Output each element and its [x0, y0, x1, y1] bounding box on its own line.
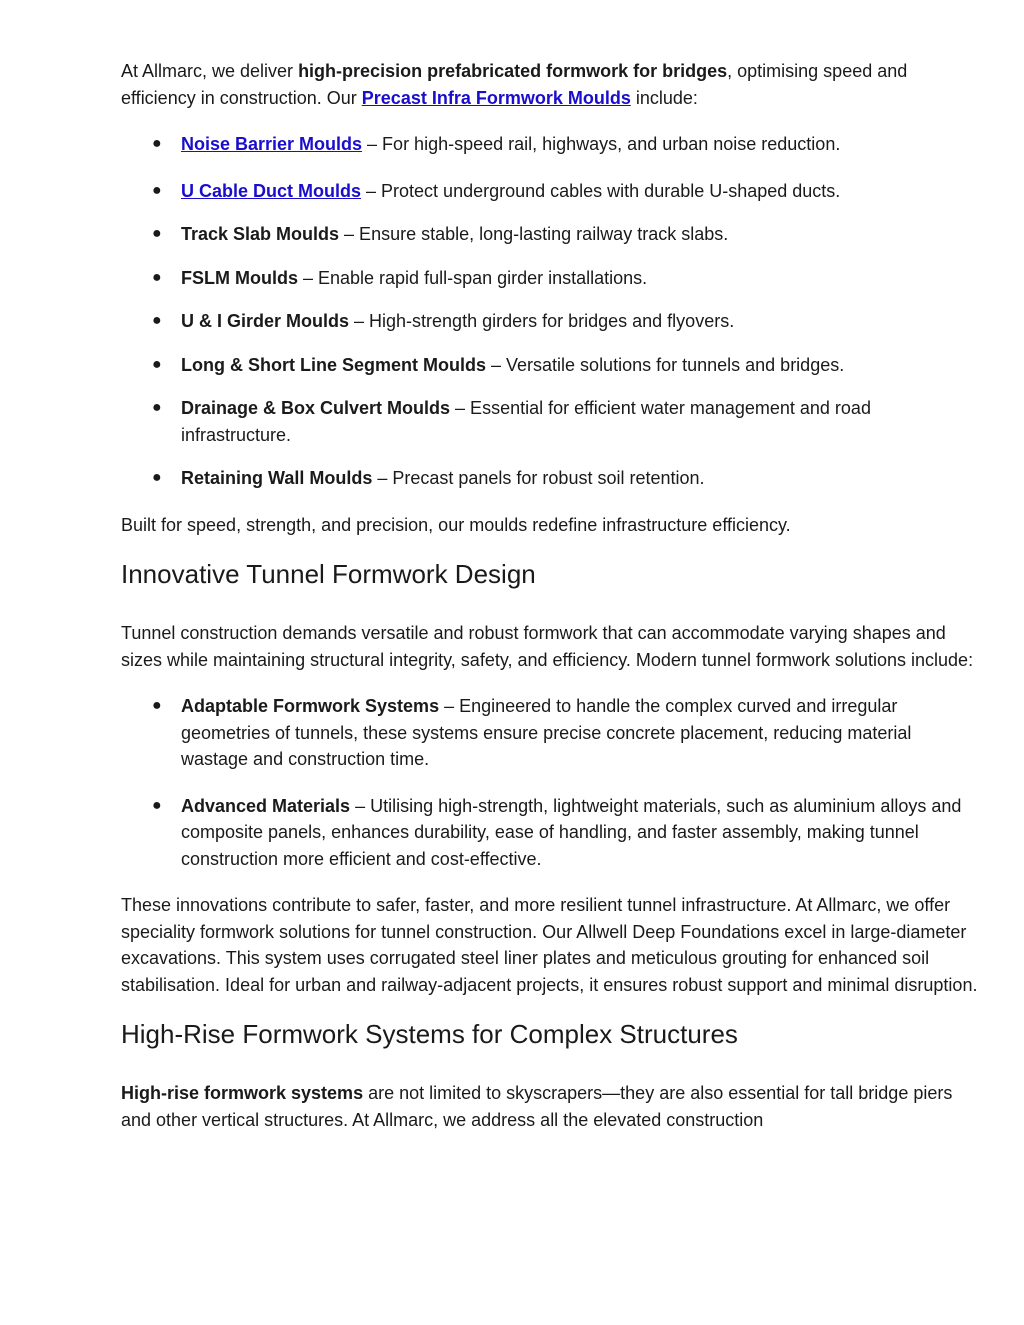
list-item [121, 265, 981, 292]
intro-bold: high-precision prefabricated formwork for bridges [298, 61, 728, 81]
intro-text: At Allmarc, we deliver [121, 61, 299, 81]
list-item [121, 465, 981, 492]
precast-infra-link[interactable]: Precast Infra Formwork Moulds [361, 87, 631, 108]
item-desc: – Utilising high-strength, lightweight materials, such as aluminium alloys and composite panels, enhances durability, ease of handling, and faster assembly, making tunnel construction more efficient and cost-effective. [181, 795, 962, 869]
item-desc: – Versatile solutions for tunnels and bridges. [486, 354, 845, 375]
tunnel-list [121, 693, 981, 872]
noise-barrier-link[interactable]: Noise Barrier Moulds [181, 134, 363, 154]
intro-text: , optimising speed and efficiency in construction. Our [121, 61, 908, 108]
highrise-heading: High-Rise Formwork Systems for Complex Structures [121, 1019, 738, 1049]
bullet-icon: ● [152, 796, 162, 814]
highrise-text: are not limited to skyscrapers—they are also essential for tall bridge piers and other vertical structures. At Allmarc, we address all the elevated construction [121, 1083, 953, 1130]
item-desc: – High-strength girders for bridges and flyovers. [349, 311, 735, 331]
item-desc: – Engineered to handle the complex curved and irregular geometries of tunnels, these systems ensure precise concrete placement, reducing material wastage and construction time. [181, 696, 912, 769]
item-desc: – For high-speed rail, highways, and urban noise reduction. [362, 134, 841, 154]
bullet-icon: ● [152, 225, 162, 242]
list-item [121, 693, 981, 773]
item-title: Drainage & Box Culvert Moulds [181, 398, 451, 418]
bullet-icon: ● [152, 697, 162, 714]
bullet-icon: ● [152, 469, 162, 486]
item-title: Adaptable Formwork Systems [181, 696, 440, 716]
list-item [121, 131, 981, 158]
u-cable-duct-link[interactable]: U Cable Duct Moulds [181, 180, 362, 201]
item-title: Advanced Materials [181, 795, 351, 816]
highrise-bold: High-rise formwork systems [121, 1083, 364, 1103]
item-desc: – Ensure stable, long-lasting railway track slabs. [339, 224, 729, 244]
bullet-icon: ● [152, 312, 162, 329]
item-title: Track Slab Moulds [181, 224, 340, 244]
document-page [121, 58, 981, 1133]
highrise-paragraph [121, 1080, 981, 1133]
list-item [121, 793, 981, 873]
item-desc: – Essential for efficient water management and road infrastructure. [181, 398, 871, 445]
tunnel-closing-paragraph: These innovations contribute to safer, faster, and more resilient tunnel infrastructure. At Allmarc, we offer speciality formwork solutions for tunnel construction. Our Allwell Deep Foundations excel in large-diameter excavations. This system uses corrugated steel liner plates and meticulous grouting for enhanced soil stabilisation. Ideal for urban and railway-adjacent projects, it ensures robust support and minimal disruption. [121, 895, 978, 995]
intro-text: include: [630, 87, 698, 108]
item-title: U & I Girder Moulds [181, 311, 350, 331]
tunnel-heading: Innovative Tunnel Formwork Design [121, 559, 536, 589]
list-item [121, 308, 981, 335]
tunnel-intro-paragraph: Tunnel construction demands versatile and robust formwork that can accommodate varying shapes and sizes while maintaining structural integrity, safety, and efficiency. Modern tunnel formwork solutions include: [121, 623, 974, 670]
moulds-list [121, 131, 981, 492]
bullet-icon: ● [152, 268, 162, 286]
built-for-paragraph: Built for speed, strength, and precision, our moulds redefine infrastructure efficiency. [121, 514, 791, 535]
list-item [121, 395, 981, 448]
item-title: Long & Short Line Segment Moulds [181, 354, 486, 375]
bullet-icon: ● [152, 135, 162, 152]
list-item [121, 352, 981, 379]
item-title: FSLM Moulds [181, 267, 298, 288]
item-desc: – Protect underground cables with durable U-shaped ducts. [361, 180, 841, 201]
intro-paragraph [121, 58, 981, 111]
bullet-icon: ● [152, 399, 162, 416]
bullet-icon: ● [152, 355, 162, 373]
item-desc: – Precast panels for robust soil retention. [372, 468, 705, 488]
list-item [121, 178, 981, 205]
item-title: Retaining Wall Moulds [181, 468, 373, 488]
list-item [121, 221, 981, 248]
bullet-icon: ● [152, 181, 162, 199]
item-desc: – Enable rapid full-span girder installations. [297, 267, 648, 288]
